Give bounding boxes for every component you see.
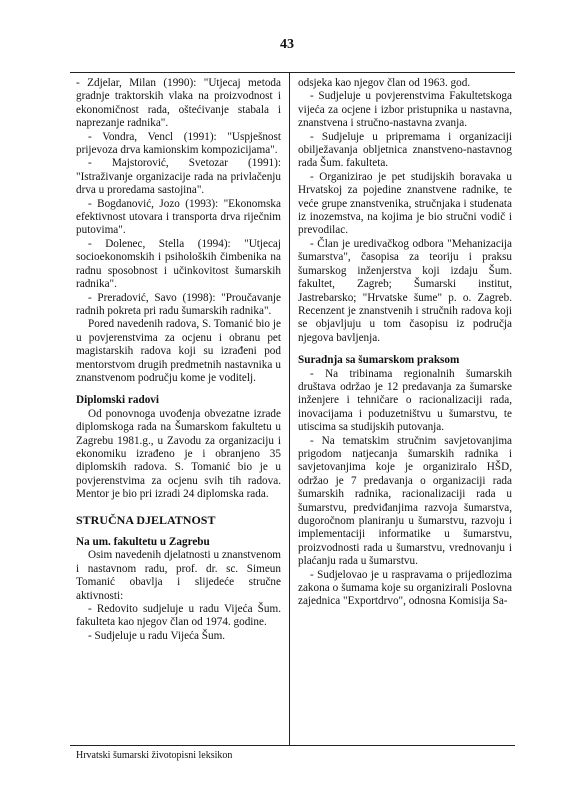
running-footer: Hrvatski šumarski životopisni leksikon	[76, 750, 233, 761]
list-item: - Organizirao je pet studijskih boravaka u Hrvatskoj za pojedine znanstvene radnike, te veće grupe znanstvenika, stručnjaka i studenata iz inozemstva, na kojima je bio stručni vodič i prevodilac.	[298, 170, 512, 237]
list-item: - Redovito sudjeluje u radu Vijeća Šum. fakulteta kao njegov član od 1974. godine.	[76, 603, 281, 629]
list-item: - Sudjeluje u pripremama i organizaciji obilježavanja obljetnica znanstveno-nastavnog rada Šum. fakulteta.	[298, 130, 512, 170]
right-column	[298, 77, 512, 609]
page-number: 43	[280, 37, 294, 52]
list-item: - Član je uredivačkog odbora "Mehanizacija šumarstva", časopisa za teoriju i praksu šumarskog inženjerstva koji izdaju Šum. fakultet, Zagreb; Šumarski institut, Jastrebarsko; "Hrvatske šume" p. o. Zagreb. Recenzent je znanstvenih i stručnih radova koji se objavljuju u tom časopisu iz područja njegova bavljenja.	[298, 237, 512, 344]
subsection-heading-fakultet: Na um. fakultetu u Zagrebu	[76, 536, 210, 548]
section-heading-suradnja: Suradnja sa šumarskom praksom	[298, 354, 460, 367]
reference-item: - Zdjelar, Milan (1990): "Utjecaj metoda gradnje traktorskih vlaka na proizvodnost i ekonomičnost rada, oštećivanje stabala i naprezanje radnika".	[76, 77, 281, 130]
list-item: - Na tematskim stručnim savjetovanjima prigodom natjecanja šumarskih radnika i savjetovanjima koje je organiziralo HŠD, održao je 7 predavanja o organizaciji rada šumarskih radnika, racionalizaciji rada u šumarstvu, predviđanjima razvoja šumarstva, dugoročnom planiranju u šumarstvu, razvoju i implementaciji informatike u šumarstvu, proizvodnosti rada u šumarstvu, vrednovanju i plaćanju rada u šumarstvu.	[298, 434, 512, 568]
left-column	[76, 77, 281, 643]
reference-item: - Bogdanović, Jozo (1993): "Ekonomska efektivnost utovara i transporta drva riječnim putovima".	[76, 197, 281, 237]
reference-item: - Preradović, Savo (1998): "Proučavanje radnih pokreta pri radu šumarskih radnika".	[76, 291, 281, 317]
paragraph: Od ponovnoga uvođenja obvezatne izrade diplomskoga rada na Šumarskom fakultetu u Zagrebu 1981.g., u Zavodu za organizaciju i ekonomiku izrađeno je i obranjeno 35 diplomskih radova. S. Tomanić bio je u povjerenstvima za ocjenu svih tih radova. Mentor je bio pri izradi 24 diplomska rada.	[76, 407, 281, 501]
section-heading-strucna: STRUČNA DJELATNOST	[76, 512, 216, 527]
list-item: - Sudjeluje u radu Vijeća Šum.	[88, 629, 226, 642]
reference-item: - Dolenec, Stella (1994): "Utjecaj socioekonomskih i psiholoških čimbenika na radnu sposobnost i učinkovitost šumarskih radnika".	[76, 237, 281, 291]
paragraph: Osim navedenih djelatnosti u znanstvenom i nastavnom radu, prof. dr. sc. Simeun Tomanić obavlja i slijedeće stručne aktivnosti:	[76, 549, 281, 602]
bottom-rule	[70, 745, 515, 746]
list-item: - Na tribinama regionalnih šumarskih društava održao je 12 predavanja za šumarske inženjere i tehničare o racionalizaciji rada, inovacijama i poduzetništvu u šumarstvu, te utiscima sa studijskih putovanja.	[298, 367, 512, 434]
section-heading-diplomski: Diplomski radovi	[76, 394, 159, 407]
reference-item: - Vondra, Vencl (1991): "Uspješnost prijevoza drva kamionskim kompozicijama".	[76, 130, 281, 157]
list-item: - Sudjeluje u povjerenstvima Fakultetskoga vijeća za ocjene i izbor pristupnika u nastavna, znanstvena i stručno-nastavna zvanja.	[298, 90, 512, 130]
paragraph: odsjeka kao njegov član od 1963. god.	[298, 77, 471, 89]
column-divider	[289, 72, 290, 745]
paragraph: Pored navedenih radova, S. Tomanić bio je u povjerenstvima za ocjenu i obranu pet magistarskih radova koji su izrađeni pod mentorstvom drugih predmetnih nastavnika u znanstvenom području kome je voditelj.	[76, 318, 281, 384]
reference-item: - Majstorović, Svetozar (1991): "Istraživanje organizacije rada na privlačenju drva u proredama sastojina".	[76, 157, 281, 197]
top-rule	[70, 72, 515, 73]
list-item: - Sudjelovao je u raspravama o prijedlozima zakona o šumama koje su organizirali Poslovna zajednica "Exportdrvo", odnosna Komisija Sa-	[298, 568, 512, 608]
